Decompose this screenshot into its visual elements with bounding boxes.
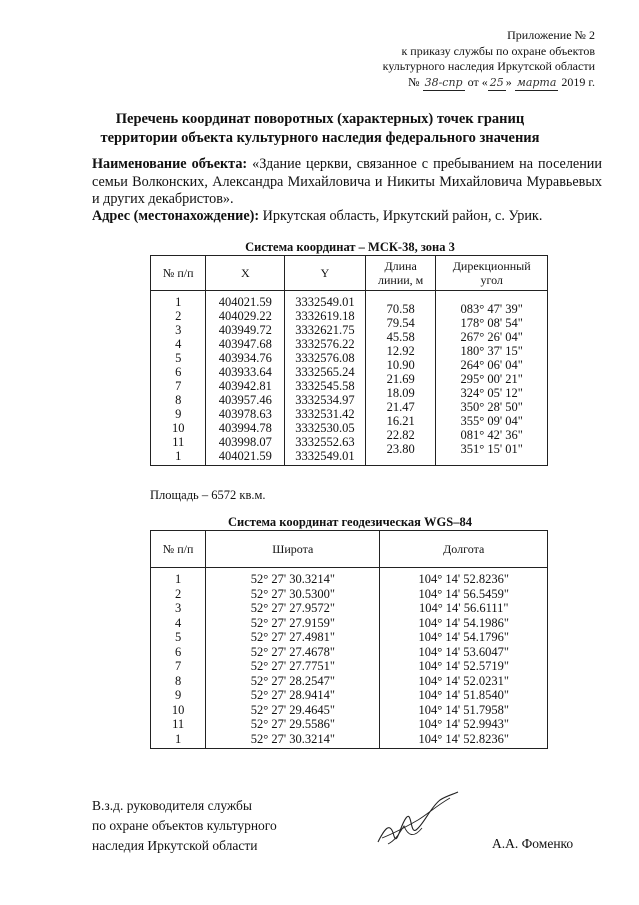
t1-header-dir-1: Дирекционный xyxy=(452,259,531,273)
t1-point-number: 8 xyxy=(175,393,182,407)
t2-longitude: 104° 14' 52.9943" xyxy=(418,717,509,731)
t2-header-num: № п/п xyxy=(151,531,206,568)
signoff-line-1: В.з.д. руководителя службы xyxy=(92,798,252,813)
signoff-line-3: наследия Иркутской области xyxy=(92,838,258,853)
t2-longitude: 104° 14' 52.5719" xyxy=(418,659,509,673)
t1-point-number: 9 xyxy=(175,407,182,421)
wgs84-coordinates-table xyxy=(150,530,548,749)
t2-latitude: 52° 27' 30.3214" xyxy=(250,731,335,746)
t1-segment-angle: 267° 26' 04" xyxy=(460,330,523,344)
t1-header-direction xyxy=(436,256,548,291)
t2-latitude: 52° 27' 29.4645" xyxy=(250,702,335,717)
t2-latitude: 52° 27' 27.4678" xyxy=(250,644,335,659)
t2-point-number: 2 xyxy=(174,586,182,601)
t1-point-y: 3332534.97 xyxy=(295,393,355,407)
t2-longitude: 104° 14' 56.6111" xyxy=(418,601,509,615)
t1-point-y: 3332530.05 xyxy=(295,421,355,435)
t2-longitude: 104° 14' 51.8540" xyxy=(418,688,509,702)
order-number-handwritten: 38-спр xyxy=(423,75,465,92)
t2-longitude: 104° 14' 51.7958" xyxy=(418,702,509,717)
t1-point-x: 403942.81 xyxy=(218,379,272,393)
t1-point-number: 5 xyxy=(175,351,182,365)
t1-segment-angle: 083° 47' 39" xyxy=(460,302,523,316)
t1-header-x: X xyxy=(206,256,285,291)
t1-column-y xyxy=(285,291,366,466)
t1-column-x xyxy=(206,291,285,466)
t1-point-number: 2 xyxy=(175,309,182,323)
t1-point-x: 403949.72 xyxy=(218,323,272,337)
t2-latitude: 52° 27' 29.5586" xyxy=(250,717,335,731)
order-day-handwritten: 25 xyxy=(488,75,506,92)
table2-caption: Система координат геодезическая WGS–84 xyxy=(228,515,472,529)
signoff-line-2: по охране объектов культурного xyxy=(92,818,277,833)
t2-column-lon xyxy=(380,568,548,749)
t1-header-length-1: Длина xyxy=(384,259,417,273)
object-address-label: Адрес (местонахождение): xyxy=(92,208,260,224)
object-name-label: Наименование объекта: xyxy=(92,156,248,172)
t1-point-number: 3 xyxy=(175,323,182,337)
appendix-header xyxy=(295,28,595,91)
t1-segment-angle: 350° 28' 50" xyxy=(460,400,523,414)
t1-segment-angle: 264° 06' 04" xyxy=(460,358,523,372)
object-name-block xyxy=(92,156,602,209)
t2-column-lat xyxy=(206,568,380,749)
t2-point-number: 7 xyxy=(174,659,182,673)
t1-point-y: 3332549.01 xyxy=(295,295,355,309)
order-number-prefix: № xyxy=(408,74,420,89)
t1-segment-angle: 081° 42' 36" xyxy=(460,428,523,442)
t2-point-number: 4 xyxy=(174,615,182,630)
t2-point-number: 6 xyxy=(174,644,182,659)
t2-latitude: 52° 27' 28.9414" xyxy=(250,688,335,702)
order-year-text: 2019 г. xyxy=(561,74,595,89)
t1-segment-length: 45.58 xyxy=(386,330,415,344)
t1-point-number: 1 xyxy=(175,449,182,463)
t2-point-number: 5 xyxy=(174,630,182,644)
t2-longitude: 104° 14' 53.6047" xyxy=(418,644,509,659)
t1-segment-length: 10.90 xyxy=(386,358,415,372)
t1-point-x: 403994.78 xyxy=(218,421,272,435)
msk38-coordinates-table xyxy=(150,255,548,466)
t1-point-y: 3332549.01 xyxy=(295,449,355,463)
t2-header-lat: Широта xyxy=(206,531,380,568)
t1-column-direction xyxy=(436,291,548,466)
t1-point-y: 3332545.58 xyxy=(295,379,355,393)
t2-header-lon: Долгота xyxy=(380,531,548,568)
t1-segment-length: 79.54 xyxy=(386,316,415,330)
t2-point-number: 11 xyxy=(172,717,185,731)
t2-point-number: 9 xyxy=(174,688,182,702)
t1-point-x: 403934.76 xyxy=(218,351,272,365)
t1-point-x: 403998.07 xyxy=(218,435,272,449)
t2-point-number: 1 xyxy=(174,731,182,746)
t1-point-number: 7 xyxy=(175,379,182,393)
order-month-handwritten: марта xyxy=(515,75,559,92)
t1-segment-length: 21.69 xyxy=(386,372,415,386)
t2-column-num xyxy=(151,568,206,749)
t2-point-number: 8 xyxy=(174,673,182,688)
t1-point-y: 3332552.63 xyxy=(295,435,355,449)
t1-segment-length: 21.47 xyxy=(386,400,415,414)
object-name-value: «Здание церкви, связанное с пребыванием на поселении семьи Волконских, Александра Михайловича и Никиты Михайловича Муравьевых и других декабристов». xyxy=(92,156,602,207)
t2-longitude: 104° 14' 52.8236" xyxy=(418,731,509,746)
t1-point-x: 403957.46 xyxy=(218,393,272,407)
title-line-1: Перечень координат поворотных (характерных) точек границ xyxy=(115,111,525,127)
t2-longitude: 104° 14' 54.1796" xyxy=(418,630,509,644)
t2-latitude: 52° 27' 30.3214" xyxy=(250,572,335,586)
t1-point-number: 1 xyxy=(175,295,182,309)
t1-header-y: Y xyxy=(285,256,366,291)
t2-longitude: 104° 14' 54.1986" xyxy=(418,615,509,630)
t2-latitude: 52° 27' 27.9159" xyxy=(250,615,335,630)
object-address-block xyxy=(92,208,602,226)
t1-point-y: 3332621.75 xyxy=(295,323,355,337)
appendix-line-2: к приказу службы по охране объектов xyxy=(401,43,595,58)
t1-point-x: 404029.22 xyxy=(218,309,272,323)
signer-name: А.А. Фоменко xyxy=(492,836,574,851)
order-from-text: от « xyxy=(467,74,488,89)
t1-segment-angle: 178° 08' 54" xyxy=(460,316,523,330)
t1-point-y: 3332576.22 xyxy=(295,337,355,351)
t1-point-x: 404021.59 xyxy=(218,449,272,463)
t1-point-y: 3332619.18 xyxy=(295,309,355,323)
t1-point-number: 11 xyxy=(172,435,185,449)
document-title xyxy=(40,110,600,148)
t1-header-dir-2: угол xyxy=(480,273,503,287)
t2-longitude: 104° 14' 52.0231" xyxy=(418,673,509,688)
t2-latitude: 52° 27' 27.9572" xyxy=(250,601,335,615)
appendix-line-1: Приложение № 2 xyxy=(507,28,595,42)
t2-latitude: 52° 27' 27.7751" xyxy=(250,659,335,673)
t2-point-number: 3 xyxy=(174,601,182,615)
t1-segment-length: 70.58 xyxy=(386,302,415,316)
t1-point-x: 404021.59 xyxy=(218,295,272,309)
appendix-line-3: культурного наследия Иркутской области xyxy=(382,59,595,73)
t1-column-num xyxy=(151,291,206,466)
order-mid-text: » xyxy=(505,74,512,89)
t1-point-y: 3332531.42 xyxy=(295,407,355,421)
t1-segment-length: 12.92 xyxy=(386,344,415,358)
t1-segment-length: 22.82 xyxy=(386,428,415,442)
t1-point-x: 403933.64 xyxy=(218,365,272,379)
t1-point-number: 6 xyxy=(175,365,182,379)
t1-segment-length: 16.21 xyxy=(386,414,415,428)
t1-point-y: 3332576.08 xyxy=(295,351,355,365)
t1-column-length xyxy=(365,291,436,466)
t2-point-number: 10 xyxy=(171,702,185,717)
t1-point-number: 4 xyxy=(175,337,182,351)
t1-segment-angle: 180° 37' 15" xyxy=(460,344,523,358)
t1-point-x: 403978.63 xyxy=(218,407,272,421)
t1-segment-angle: 351° 15' 01" xyxy=(460,442,523,456)
t1-segment-angle: 324° 05' 12" xyxy=(460,386,523,400)
table1-caption: Система координат – МСК-38, зона 3 xyxy=(245,240,455,254)
t1-segment-angle: 295° 00' 21" xyxy=(460,372,523,386)
t2-latitude: 52° 27' 27.4981" xyxy=(250,630,335,644)
t2-point-number: 1 xyxy=(174,572,182,586)
t1-segment-angle: 355° 09' 04" xyxy=(460,414,523,428)
object-address-value: Иркутская область, Иркутский район, с. Урик. xyxy=(262,208,543,224)
signoff-block xyxy=(92,796,277,856)
t2-latitude: 52° 27' 30.5300" xyxy=(250,586,335,601)
t1-point-number: 10 xyxy=(171,421,185,435)
t1-point-y: 3332565.24 xyxy=(295,365,355,379)
t1-header-num: № п/п xyxy=(151,256,206,291)
t2-longitude: 104° 14' 52.8236" xyxy=(418,572,509,586)
appendix-order-line xyxy=(295,75,595,92)
handwritten-signature xyxy=(370,790,460,850)
t1-segment-length: 23.80 xyxy=(386,442,415,456)
t1-segment-length: 18.09 xyxy=(386,386,415,400)
t1-header-length xyxy=(365,256,436,291)
t1-header-length-2: линии, м xyxy=(377,273,424,287)
area-text: Площадь – 6572 кв.м. xyxy=(150,488,266,502)
t2-longitude: 104° 14' 56.5459" xyxy=(418,586,509,601)
t2-latitude: 52° 27' 28.2547" xyxy=(250,673,335,688)
title-line-2: территории объекта культурного наследия федерального значения xyxy=(100,130,540,146)
t1-point-x: 403947.68 xyxy=(218,337,272,351)
